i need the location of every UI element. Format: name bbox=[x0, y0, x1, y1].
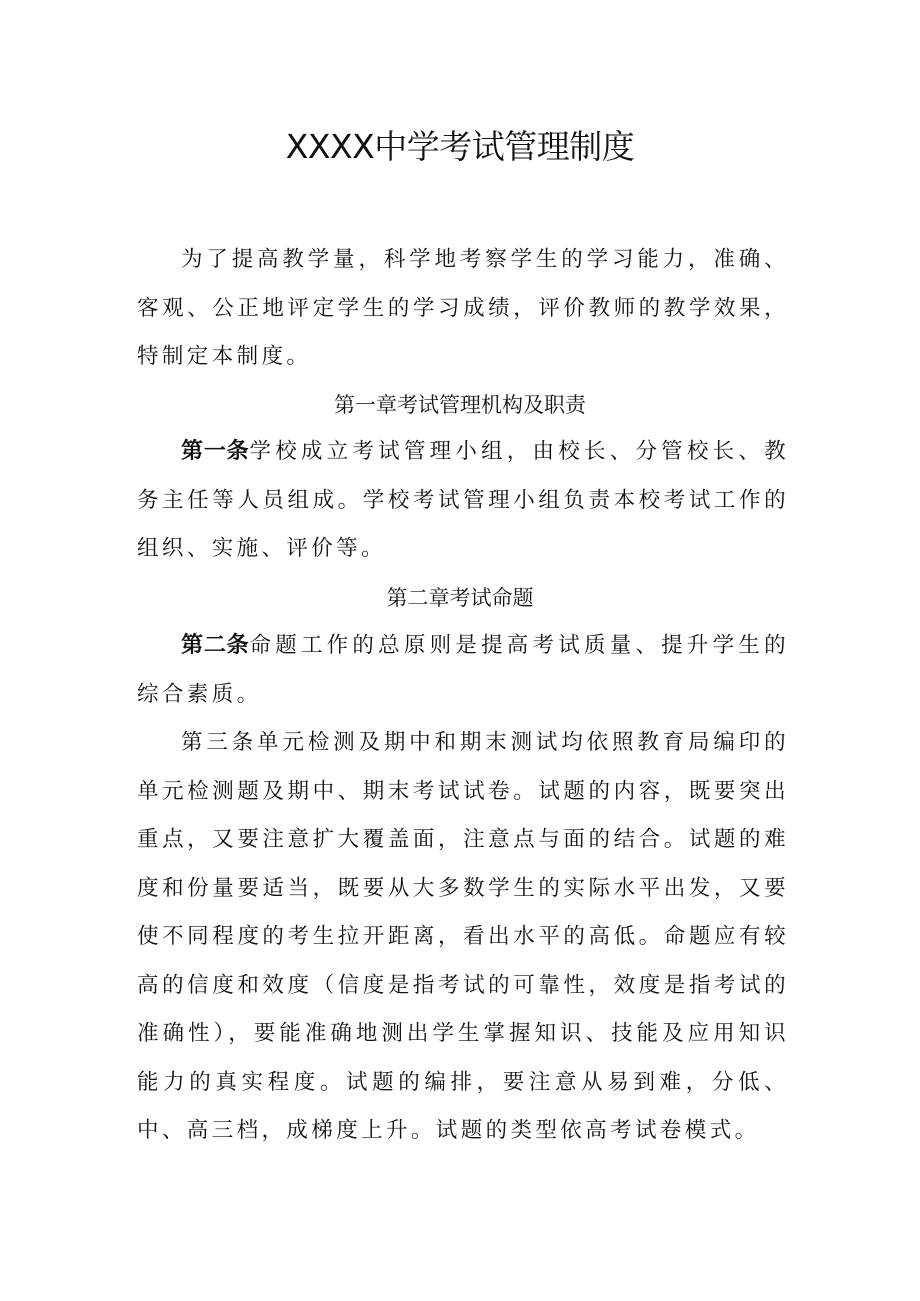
article-2-paragraph bbox=[137, 622, 789, 719]
article-1-label: 第一条 bbox=[181, 439, 250, 464]
article-1-text: 学校成立考试管理小组，由校长、分管校长、教务主任等人员组成。学校考试管理小组负责本校考试工作的组织、实施、评价等。 bbox=[137, 439, 789, 561]
chapter-2-heading: 第二章考试命题 bbox=[386, 586, 534, 610]
article-3-paragraph: 第三条单元检测及期中和期末测试均依照教育局编印的单元检测题及期中、期末考试试卷。试题的内容，既要突出重点，又要注意扩大覆盖面，注意点与面的结合。试题的难度和份量要适当，既要从大多数学生的实际水平出发，又要使不同程度的考生拉开距离，看出水平的高低。命题应有较高的信度和效度（信度是指考试的可靠性，效度是指考试的准确性），要能准确地测出学生掌握知识、技能及应用知识能力的真实程度。试题的编排，要注意从易到难，分低、中、高三档，成梯度上升。试题的类型依高考试卷模式。 bbox=[137, 730, 789, 1143]
article-2-text: 命题工作的总原则是提高考试质量、提升学生的综合素质。 bbox=[137, 633, 789, 707]
article-2-label: 第二条 bbox=[181, 633, 250, 658]
chapter-1-heading: 第一章考试管理机构及职责 bbox=[334, 393, 586, 417]
intro-paragraph: 为了提高教学量，科学地考察学生的学习能力，准确、客观、公正地评定学生的学习成绩，评价教师的教学效果，特制定本制度。 bbox=[137, 247, 789, 369]
article-1-paragraph bbox=[137, 428, 789, 574]
document-title: XXXX中学考试管理制度 bbox=[285, 127, 635, 166]
